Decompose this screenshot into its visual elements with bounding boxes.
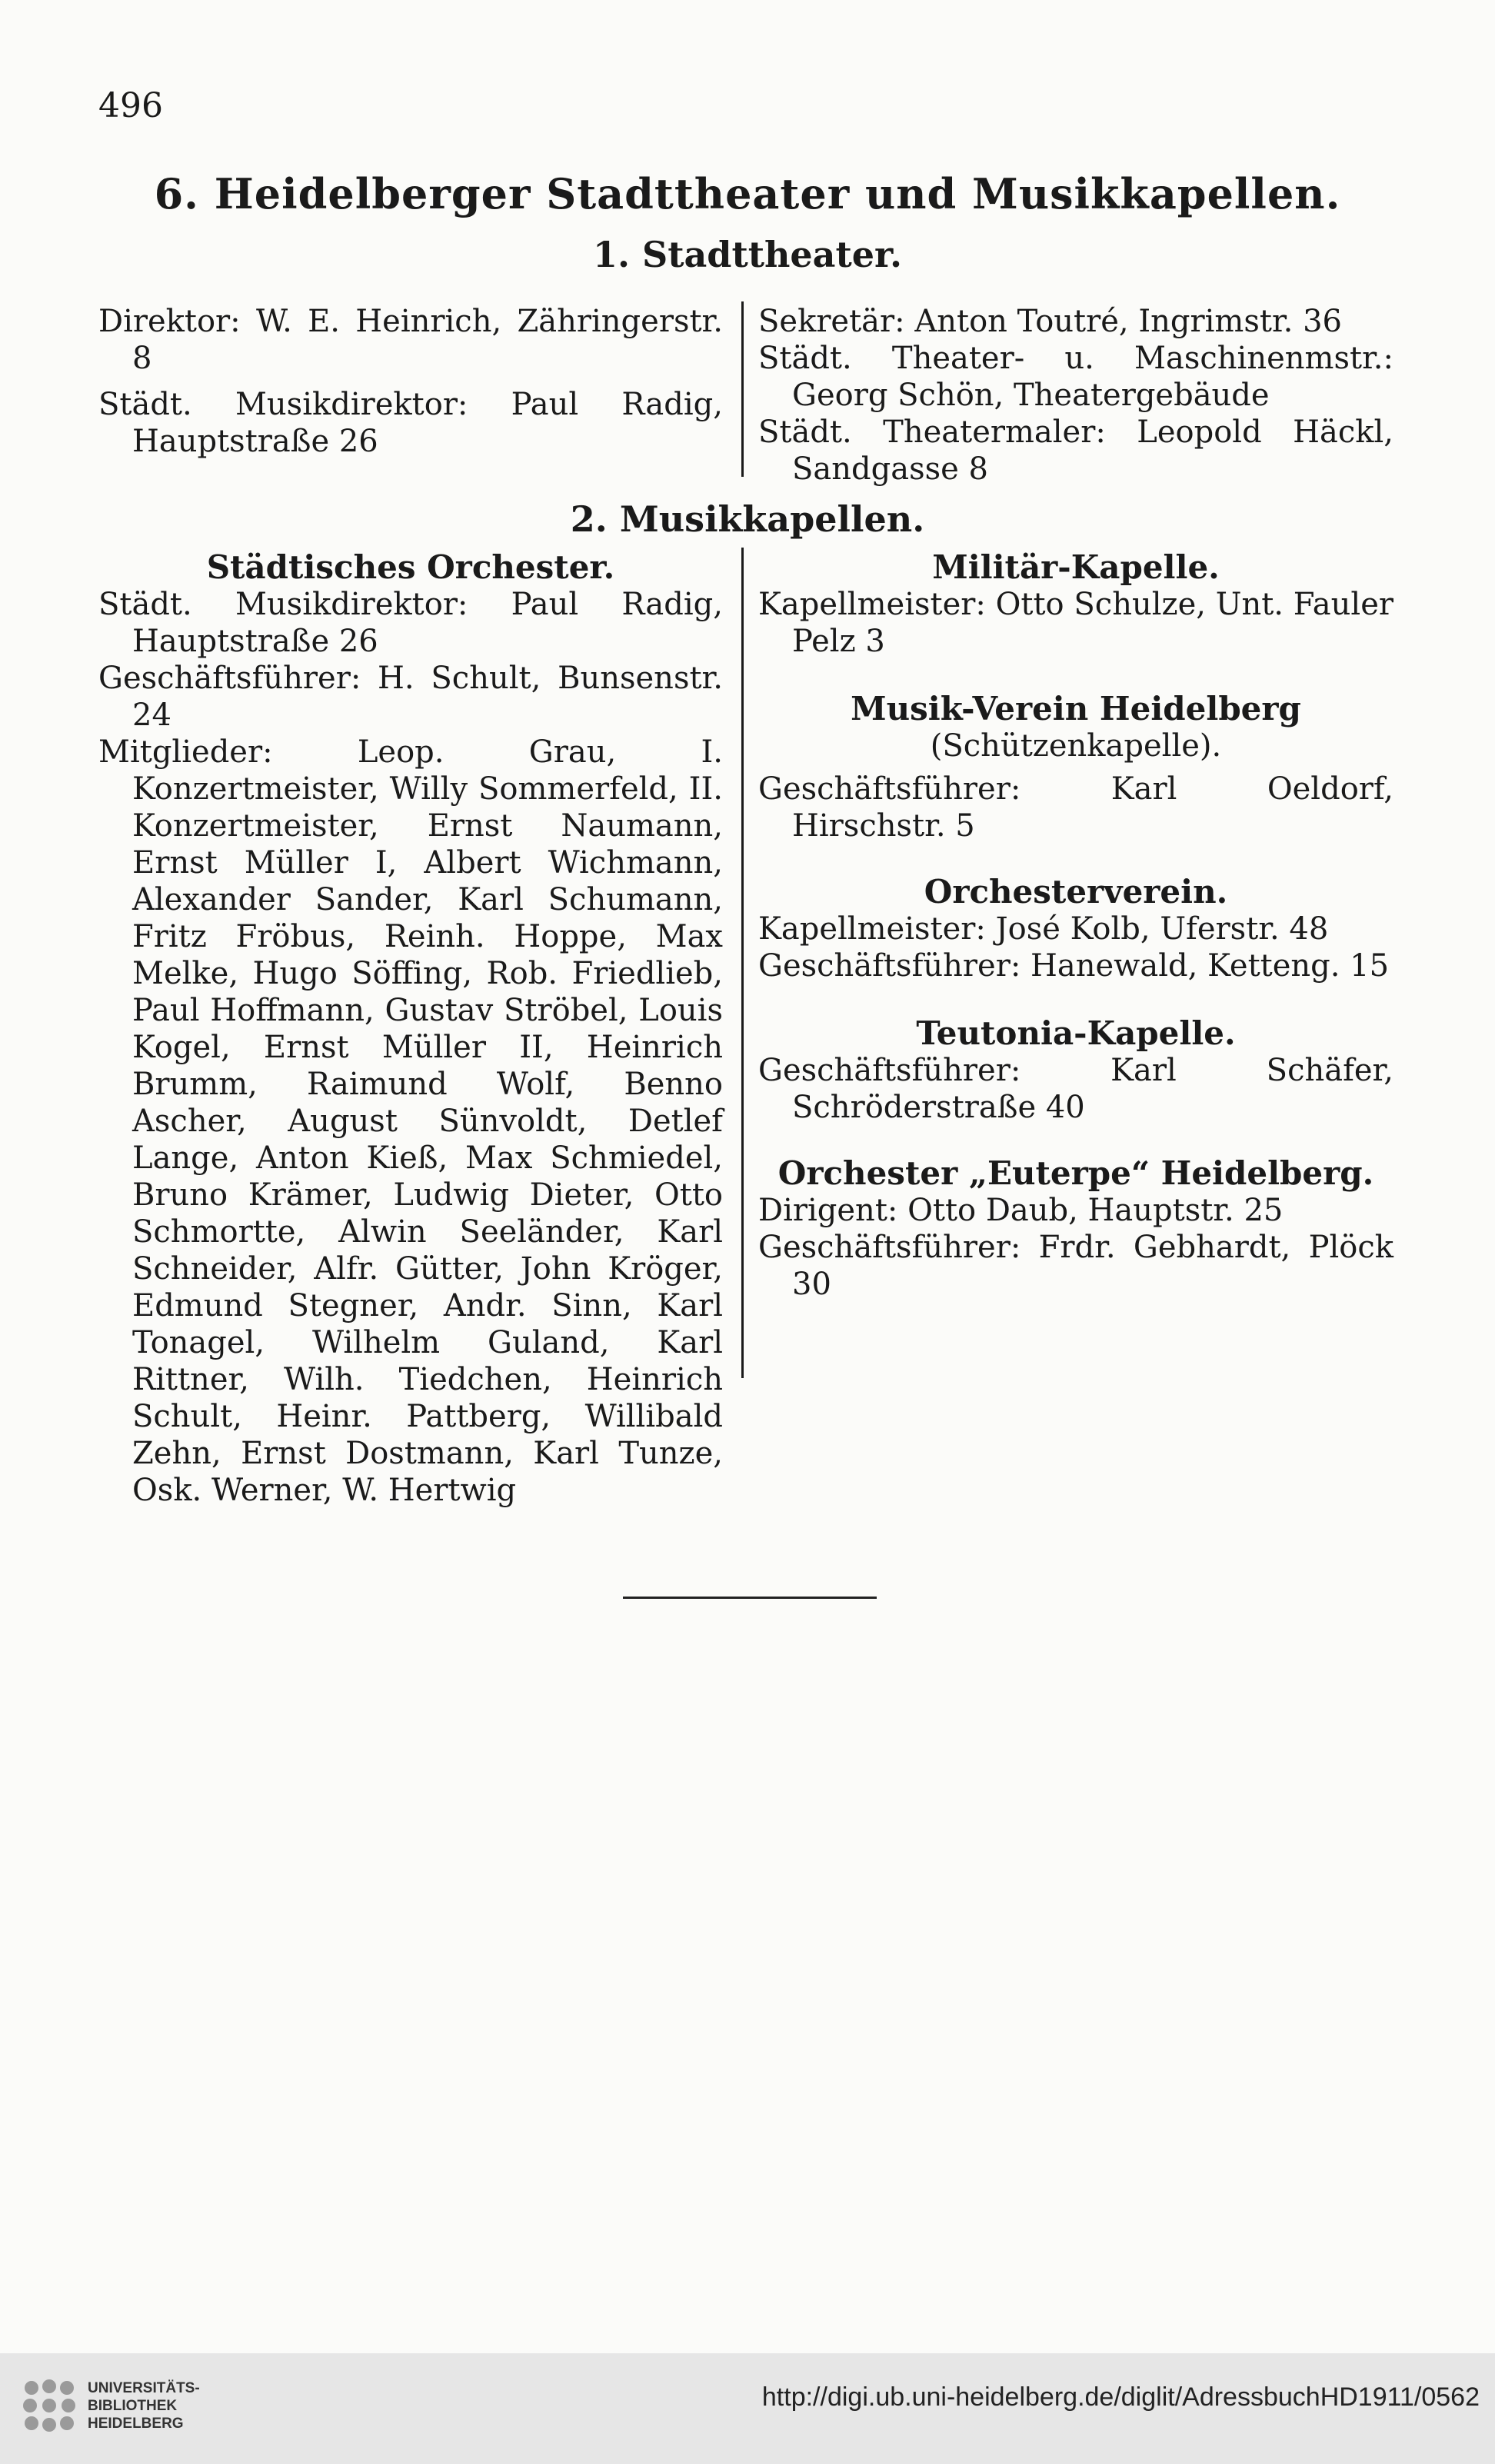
theatermaler-entry: Städt. Theatermaler: Leopold Häckl, Sandgasse 8 (758, 415, 1393, 487)
musik-verein-title: Musik-Verein Heidelberg (851, 690, 1301, 728)
militaer-kapellmeister: Kapellmeister: Otto Schulze, Unt. Fauler Pelz 3 (758, 587, 1393, 659)
orchesterverein-title: Orchesterverein. (924, 873, 1228, 911)
maschinenmeister-entry: Städt. Theater- u. Maschinenmstr.: Georg Schön, Theatergebäude (758, 341, 1393, 413)
library-seal-icon (22, 2378, 77, 2433)
section-title-musikkapellen: 2. Musikkapellen. (570, 498, 925, 540)
orchesterverein-kapellmeister: Kapellmeister: José Kolb, Uferstr. 48 (758, 911, 1329, 947)
kapellen-column (758, 549, 1393, 1303)
chapter-heading: 6. Heidelberger Stadttheater und Musikkapellen. (154, 169, 1341, 218)
stadttheater-right-column (758, 303, 1393, 488)
orchester-column (98, 549, 723, 1509)
page-number: 496 (98, 86, 163, 125)
euterpe-title: Orchester „Euterpe“ Heidelberg. (777, 1154, 1374, 1192)
library-logo[interactable] (22, 2378, 200, 2433)
euterpe-geschaeftsfuehrer: Geschäftsführer: Frdr. Gebhardt, Plöck 30 (758, 1230, 1393, 1302)
orchester-geschaeftsfuehrer: Geschäftsführer: H. Schult, Bunsenstr. 24 (98, 661, 723, 733)
euterpe-dirigent: Dirigent: Otto Daub, Hauptstr. 25 (758, 1193, 1284, 1228)
orchesterverein-geschaeftsfuehrer: Geschäftsführer: Hanewald, Ketteng. 15 (758, 948, 1390, 984)
end-rule (623, 1597, 877, 1599)
teutonia-kapelle-title: Teutonia-Kapelle. (916, 1014, 1236, 1052)
stadttheater-left-column (98, 303, 723, 460)
musik-verein-geschaeftsfuehrer: Geschäftsführer: Karl Oeldorf, Hirschstr. 5 (758, 771, 1393, 844)
column-divider (741, 301, 744, 477)
orchester-mitglieder: Mitglieder: Leop. Grau, I. Konzertmeister, Willy Sommerfeld, II. Konzertmeister, Ernst Naumann, Ernst Müller I, Albert Wichmann, Alexander Sander, Karl Schumann, Fritz Fröbus, Reinh. Hoppe, Max Melke, Hugo Söffing, Rob. Friedlieb, Paul Hoffmann, Gustav Ströbel, Louis Kogel, Ernst Müller II, Heinrich Brumm, Raimund Wolf, Benno Ascher, August Sünvoldt, Detlef Lange, Anton Kieß, Max Schmiedel, Bruno Krämer, Ludwig Dieter, Otto Schmortte, Alwin Seeländer, Karl Schneider, Alfr. Gütter, John Kröger, Edmund Stegner, Andr. Sinn, Karl Tonagel, Wilhelm Guland, Karl Rittner, Wilh. Tiedchen, Heinrich Schult, Heinr. Pattberg, Willibald Zehn, Ernst Dostmann, Karl Tunze, Osk. Werner, W. Hertwig (98, 734, 723, 1508)
teutonia-geschaeftsfuehrer: Geschäftsführer: Karl Schäfer, Schröderstraße 40 (758, 1053, 1393, 1125)
musikdirektor-entry: Städt. Musikdirektor: Paul Radig, Hauptstraße 26 (98, 387, 723, 459)
musik-verein-subtitle: (Schützenkapelle). (930, 728, 1222, 764)
orchester-musikdirektor: Städt. Musikdirektor: Paul Radig, Hauptstraße 26 (98, 587, 723, 659)
direktor-entry: Direktor: W. E. Heinrich, Zähringerstr. 8 (98, 304, 723, 376)
source-url-link[interactable]: http://digi.ub.uni-heidelberg.de/diglit/AdressbuchHD1911/0562 (761, 2382, 1480, 2412)
staedtisches-orchester-title: Städtisches Orchester. (206, 548, 615, 586)
section-title-stadttheater: 1. Stadttheater. (592, 234, 903, 275)
library-name: UNIVERSITÄTS- BIBLIOTHEK HEIDELBERG (88, 2379, 200, 2432)
column-divider (741, 548, 744, 1378)
militaer-kapelle-title: Militär-Kapelle. (932, 548, 1220, 586)
sekretaer-entry: Sekretär: Anton Toutré, Ingrimstr. 36 (758, 304, 1343, 339)
